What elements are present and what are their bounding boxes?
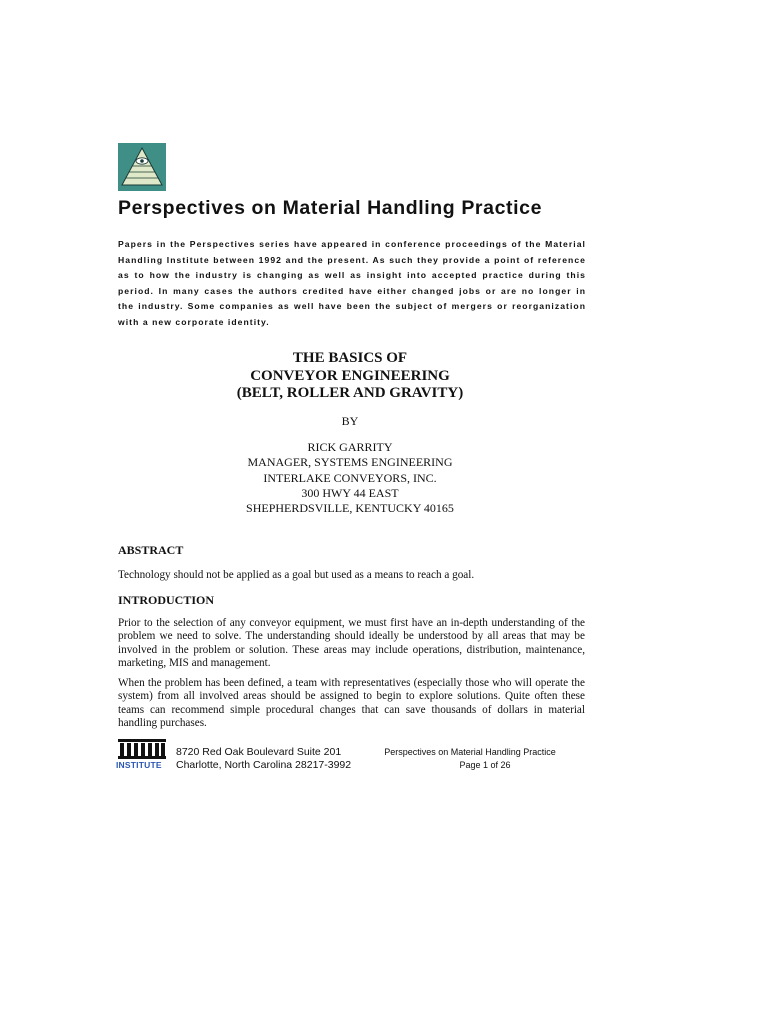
author-street: 300 HWY 44 EAST [301,485,399,500]
footer-address-line-1: 8720 Red Oak Boulevard Suite 201 [176,746,342,758]
by-label: BY [341,414,359,428]
author-city: SHEPHERDSVILLE, KENTUCKY 40165 [246,501,454,516]
abstract-text: Technology should not be applied as a goal but used as a means to reach a goal. [118,569,475,581]
title-line-1: THE BASICS OF [292,350,408,366]
footer-page-number: Page 1 of 26 [459,759,511,770]
pyramid-eye-icon [118,143,166,191]
series-title: Perspectives on Material Handling Practice [118,197,543,219]
footer-logo-text: INSTITUTE [116,760,162,770]
footer-publication-info [370,746,570,771]
series-intro: Papers in the Perspectives series have appeared in conference proceedings of the Material Handling Institute between 1992 and the present. As such they provide a point of reference as to how the industry is changing as well as insight into accepted practice during this period. In many cases the authors credited have either changed jobs or are no longer in the industry. Some companies as well have been the subject of mergers or reorganization with a new corporate identity. [118,239,586,327]
footer-publication: Perspectives on Material Handling Practice [384,747,556,757]
title-line-3: (BELT, ROLLER AND GRAVITY) [236,385,464,401]
introduction-paragraph-2: When the problem has been defined, a team with representatives (especially those who will operate the system) from all involved areas should be assigned to begin to explore solutions. Quite often these teams can recommend simple procedural changes that can save thousands of dollars in material handling purchases. [118,677,585,730]
footer-address-line-2: Charlotte, North Carolina 28217-3992 [176,758,352,771]
author-name: RICK GARRITY [307,440,393,454]
author-company: INTERLAKE CONVEYORS, INC. [263,470,437,485]
title-line-2: CONVEYOR ENGINEERING [250,367,450,384]
introduction-heading: INTRODUCTION [118,593,215,607]
document-title [180,350,520,403]
author-position: MANAGER, SYSTEMS ENGINEERING [247,455,453,470]
footer-address [176,746,351,771]
introduction-paragraph-1: Prior to the selection of any conveyor equipment, we must first have an in-depth understanding of the problem we need to solve. The understanding should ideally be understood by all areas that may be involved in the problem or solution. These areas may include operations, distribution, maintenance, marketing, MIS and management. [118,617,585,670]
author-block [180,440,520,516]
abstract-heading: ABSTRACT [118,543,184,557]
